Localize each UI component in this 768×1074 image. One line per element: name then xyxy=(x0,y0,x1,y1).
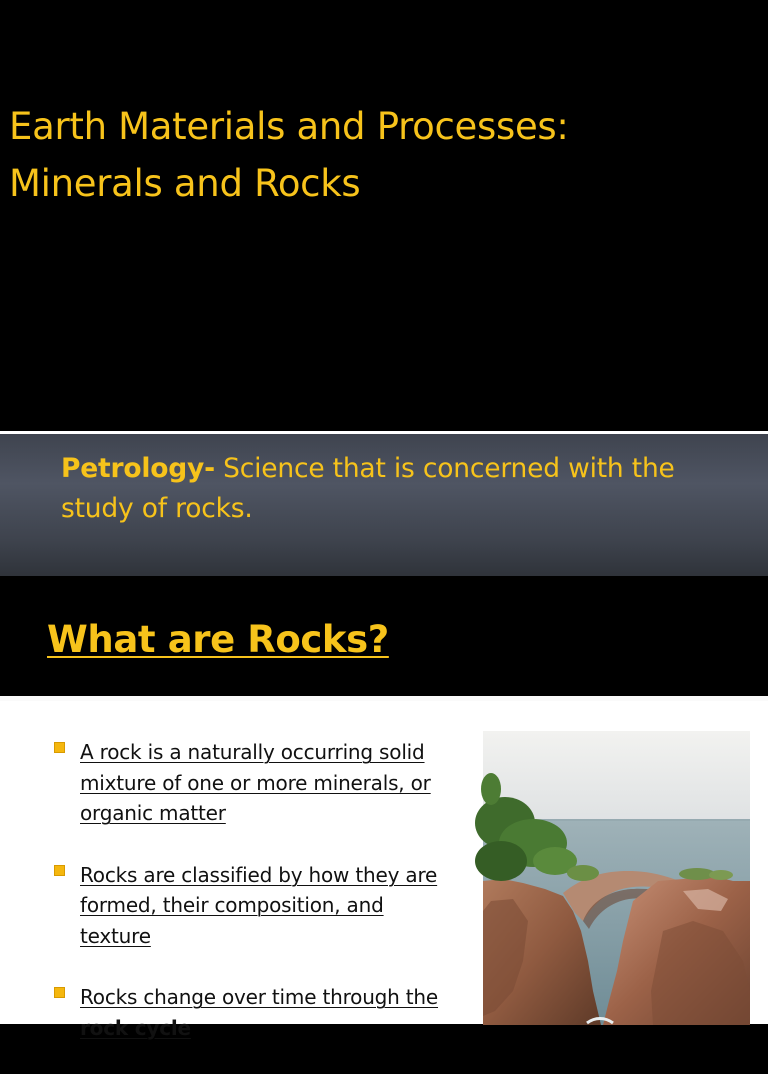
bullet-square-icon xyxy=(54,987,65,998)
definition-text: Science that is concerned with the study of rocks. xyxy=(61,453,675,524)
bullet-text: Rocks are classified by how they are formed, their composition, and texture xyxy=(80,862,438,948)
bullet-text-prefix: Rocks change over time through the xyxy=(80,985,439,1009)
rock-arch-photo xyxy=(483,731,750,1025)
list-item xyxy=(54,860,454,952)
bullet-square-icon xyxy=(54,742,65,753)
content-slide xyxy=(0,701,768,1040)
rock-cycle-term: rock cycle xyxy=(80,1015,191,1040)
bullet-square-icon xyxy=(54,865,65,876)
petrology-definition xyxy=(61,449,741,529)
section-heading: What are Rocks? xyxy=(47,618,389,661)
definition-term: Petrology- xyxy=(61,453,215,484)
heading-slide xyxy=(0,576,768,696)
slide-title-line-2: Minerals and Rocks xyxy=(9,162,361,205)
bullet-text: A rock is a naturally occurring solid mixture of one or more minerals, or organic matter xyxy=(80,740,431,825)
bullet-list xyxy=(54,737,454,1074)
list-item xyxy=(54,982,454,1043)
title-slide xyxy=(0,0,768,431)
definition-slide xyxy=(0,434,768,576)
list-item xyxy=(54,737,454,829)
slide-title xyxy=(9,98,569,212)
bullet-text-rock-cycle xyxy=(80,985,438,1040)
slide-title-line-1: Earth Materials and Processes: xyxy=(9,105,569,148)
